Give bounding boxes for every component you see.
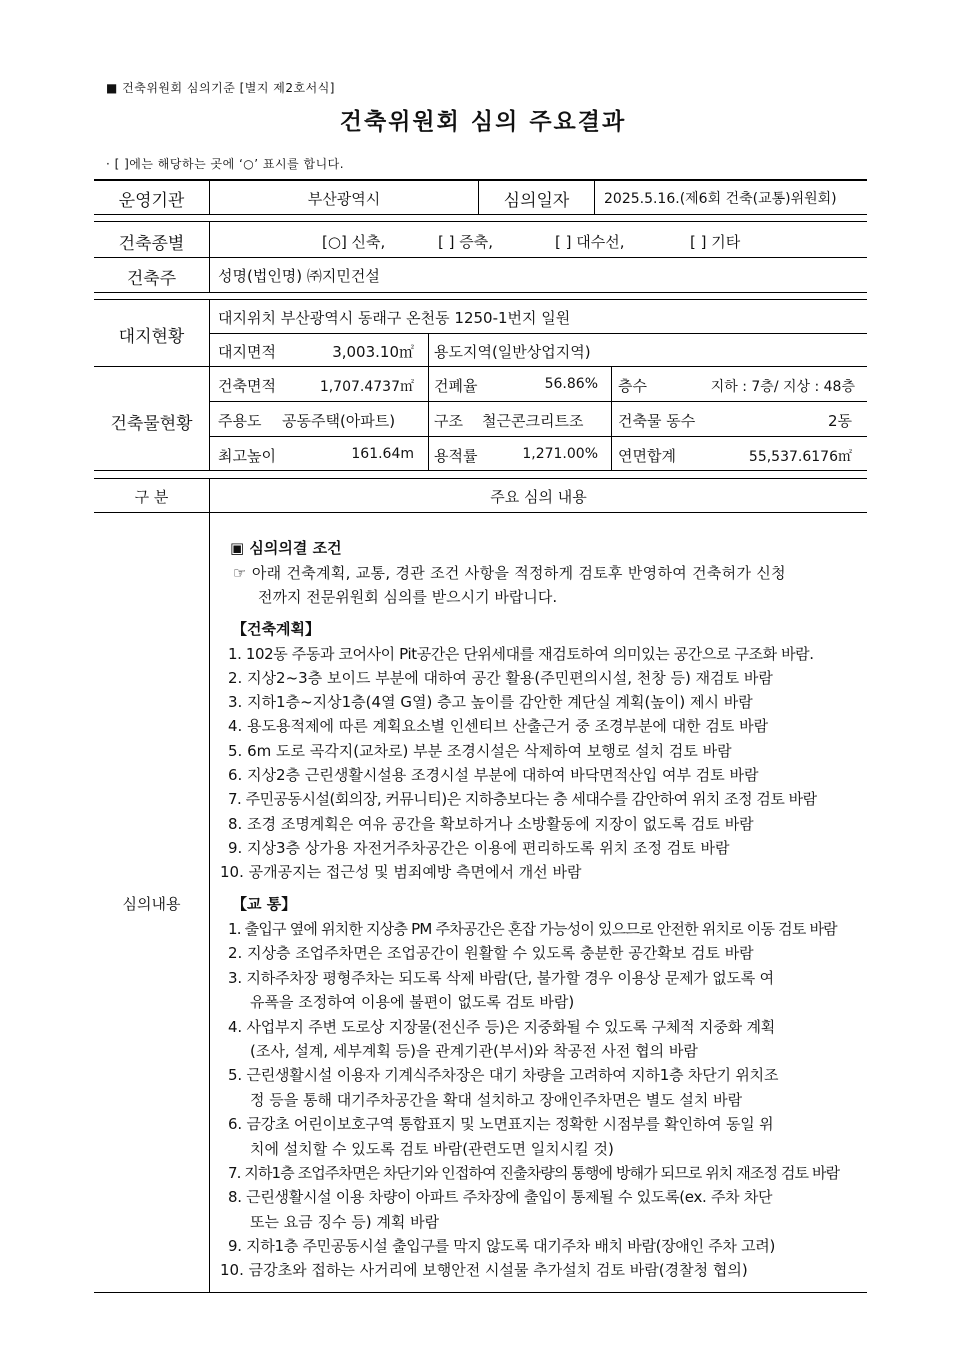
far-value: 1,271.00% [522, 446, 598, 462]
type-label: 건축종별 [118, 234, 185, 254]
list-item: 2. 지상2~3층 보이드 부분에 대하여 공간 활용(주민편의시설, 천창 등) 재검토 바람 [228, 669, 773, 687]
list-item: 7. 지하1층 조업주차면은 차단기와 인접하여 진출차량의 통행에 방해가 되므로 위치 재조정 검토 바람 [228, 1164, 840, 1182]
total-area-value: 55,537.6176㎡ [748, 449, 852, 465]
list-item: 4. 용도용적제에 따른 계획요소별 인센티브 산출근거 중 조경부분에 대한 검토 바람 [228, 717, 769, 735]
condition-line: ☞ 아래 건축계획, 교통, 경관 조건 사항을 적정하게 검토후 반영하여 건축허가 신청 [233, 564, 786, 582]
form-note: ■ 건축위원회 심의기준 [별지 제2호서식] [106, 81, 335, 95]
review-row-label: 심의내용 [122, 895, 181, 913]
list-item: 5. 근린생활시설 이용자 기계식주차장은 대기 차량을 고려하여 지하1층 차단기 위치조 [228, 1066, 779, 1084]
content-column-header: 주요 심의 내용 [490, 488, 587, 506]
type-option-repair: [ ] 대수선, [555, 233, 625, 251]
list-item: 6. 금강초 어린이보호구역 통합표지 및 노면표지는 정확한 시점부를 확인하여 동일 위 [228, 1115, 774, 1133]
list-item: 5. 6m 도로 곡각지(교차로) 부분 조경시설은 삭제하여 보행로 설치 검토 바람 [228, 742, 732, 760]
list-item-continuation: 유폭을 조정하여 이용에 불편이 없도록 검토 바람) [250, 993, 575, 1011]
far-label: 용적률 [434, 447, 478, 465]
list-item: 9. 지하1층 주민공동시설 출입구를 막지 않도록 대기주차 배치 바람(장애인 주차 고려) [228, 1237, 776, 1255]
list-item: 6. 지상2층 근린생활시설용 조경시설 부분에 대하여 바닥면적산입 여부 검토 바람 [228, 766, 759, 784]
building-area-label: 건축면적 [218, 377, 276, 395]
list-item-continuation: 또는 요금 징수 등) 계획 바람 [250, 1213, 440, 1231]
site-area-label: 대지면적 [218, 343, 276, 361]
list-item-continuation: (조사, 설계, 세부계획 등)을 관계기관(부서)와 착공전 사전 협의 바람 [250, 1042, 698, 1060]
list-item: 8. 조경 조명계획은 여유 공간을 확보하거나 소방활동에 지장이 없도록 검토 바람 [228, 815, 754, 833]
traffic-section-title: 【교 통】 [232, 895, 297, 913]
type-option-new: [○] 신축, [322, 233, 386, 251]
coverage-value: 56.86% [544, 376, 598, 392]
structure-value: 철근콘크리트조 [482, 412, 584, 430]
list-item: 3. 지하1층~지상1층(4열 G열) 층고 높이를 감안한 계단실 계획(높이) 제시 바람 [228, 693, 753, 711]
list-item: 10. 공개공지는 접근성 및 범죄예방 측면에서 개선 바람 [220, 863, 582, 881]
use-label: 주용도 [218, 412, 262, 430]
building-label: 건축물현황 [110, 414, 193, 434]
list-item: 1. 출입구 옆에 위치한 지상층 PM 주차공간은 혼잡 가능성이 있으므로 안전한 위치로 이동 검토 바람 [228, 920, 837, 938]
list-item: 1. 102동 주동과 코어사이 Pit공간은 단위세대를 재검토하여 의미있는 공간으로 구조화 바람. [228, 645, 814, 663]
date-value: 2025.5.16.(제6회 건축(교통)위원회) [604, 191, 837, 207]
building-count-value: 2동 [827, 412, 852, 430]
list-item: 9. 지상3층 상가용 자전거주차공간은 이용에 편리하도록 위치 조정 검토 바람 [228, 839, 730, 857]
page-title: 건축위원회 심의 주요결과 [339, 109, 627, 135]
architecture-section-title: 【건축계획】 [232, 620, 320, 638]
use-value: 공동주택(아파트) [282, 412, 396, 430]
total-area-label: 연면합계 [618, 447, 676, 465]
date-label: 심의일자 [503, 191, 570, 211]
section-column-header: 구 분 [134, 488, 169, 506]
org-label: 운영기관 [118, 191, 185, 211]
floors-value: 지하 : 7층/ 지상 : 48층 [710, 379, 855, 395]
list-item: 7. 주민공동시설(회의장, 커뮤니티)은 지하층보다는 층 세대수를 감안하여 위치 조정 검토 바람 [228, 790, 817, 808]
owner-value: 성명(법인명) ㈜지민건설 [218, 267, 380, 285]
instruction-note: · [ ]에는 해당하는 곳에 ‘○’ 표시를 합니다. [106, 157, 345, 171]
condition-title: ▣ 심의의결 조건 [230, 539, 342, 557]
floors-label: 층수 [618, 377, 647, 395]
list-item: 2. 지상층 조업주차면은 조업공간이 원활할 수 있도록 충분한 공간확보 검토 바람 [228, 944, 754, 962]
list-item: 10. 금강초와 접하는 사거리에 보행안전 시설물 추가설치 검토 바람(경찰청 협의) [220, 1261, 748, 1279]
site-area-value: 3,003.10㎡ [332, 343, 414, 361]
list-item-continuation: 정 등을 통해 대기주차공간을 확대 설치하고 장애인주차면은 별도 설치 바람 [250, 1091, 743, 1109]
list-item: 4. 사업부지 주변 도로상 지장물(전신주 등)은 지중화될 수 있도록 구체적 지중화 계획 [228, 1018, 776, 1036]
site-label: 대지현황 [118, 327, 185, 347]
owner-label: 건축주 [126, 269, 177, 289]
height-label: 최고높이 [218, 447, 276, 465]
list-item: 8. 근린생활시설 이용 차량이 아파트 주차장에 출입이 통제될 수 있도록(ex. 주차 차단 [228, 1188, 773, 1206]
list-item-continuation: 치에 설치할 수 있도록 검토 바람(관련도면 일치시킬 것) [250, 1140, 614, 1158]
type-option-other: [ ] 기타 [690, 233, 741, 251]
org-value: 부산광역시 [307, 190, 381, 208]
type-option-extension: [ ] 증축, [438, 233, 493, 251]
coverage-label: 건폐율 [434, 377, 478, 395]
condition-line: 전까지 전문위원회 심의를 받으시기 바랍니다. [258, 588, 558, 606]
height-value: 161.64m [351, 446, 414, 462]
building-area-value: 1,707.4737㎡ [319, 379, 414, 395]
site-location: 대지위치 부산광역시 동래구 온천동 1250-1번지 일원 [218, 309, 571, 327]
building-count-label: 건축물 동수 [618, 412, 696, 430]
structure-label: 구조 [434, 412, 463, 430]
list-item: 3. 지하주차장 평형주차는 되도록 삭제 바람(단, 불가할 경우 이용상 문제가 없도록 여 [228, 969, 774, 987]
zone-value: 용도지역(일반상업지역) [434, 343, 591, 361]
